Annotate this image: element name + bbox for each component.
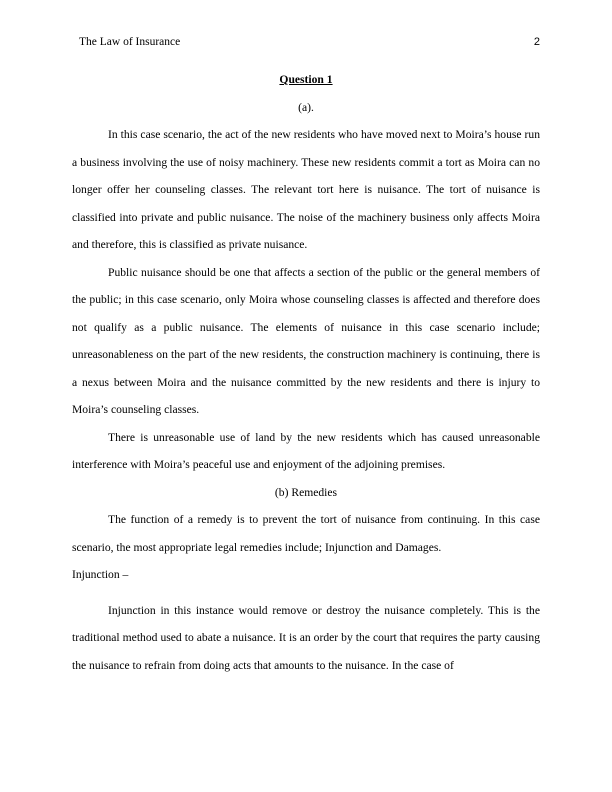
paragraph-1: In this case scenario, the act of the new residents who have moved next to Moira’s house run a business involving the use of noisy machinery. These new residents commit a tort as Moira can no longer offer her counseling classes. The relevant tort here is nuisance. The tort of nuisance is classified into private and public nuisance. The noise of the machinery business only affects Moira and therefore, this is classified as private nuisance.: [72, 128, 540, 251]
page-number: 2: [533, 36, 540, 48]
part-a-label: (a).: [298, 100, 314, 114]
spacer: [72, 589, 540, 597]
paragraph-4: The function of a remedy is to prevent the tort of nuisance from continuing. In this case scenario, the most appropriate legal remedies include; Injunction and Damages.: [72, 513, 540, 554]
paragraph-2: Public nuisance should be one that affects a section of the public or the general members of the public; in this case scenario, only Moira whose counseling classes is affected and therefore does not qualify as a public nuisance. The elements of nuisance in this case scenario include; unreasonableness on the part of the new residents, the construction machinery is continuing, there is a nexus between Moira and the nuisance committed by the new residents and there is injury to Moira’s counseling classes.: [72, 265, 540, 416]
page-header: [79, 36, 540, 52]
question-heading: Question 1: [279, 73, 333, 86]
paragraph-5: Injunction in this instance would remove or destroy the nuisance completely. This is the traditional method used to abate a nuisance. It is an order by the court that requires the party causing the nuisance to refrain from doing acts that amounts to the nuisance. In the case of: [72, 603, 540, 672]
injunction-heading: Injunction –: [72, 568, 129, 581]
paragraph-3: There is unreasonable use of land by the new residents which has caused unreasonable interference with Moira’s peaceful use and enjoyment of the adjoining premises.: [72, 430, 540, 471]
document-body: [72, 66, 540, 679]
running-head: The Law of Insurance: [79, 36, 181, 48]
part-b-label: (b) Remedies: [274, 485, 338, 499]
